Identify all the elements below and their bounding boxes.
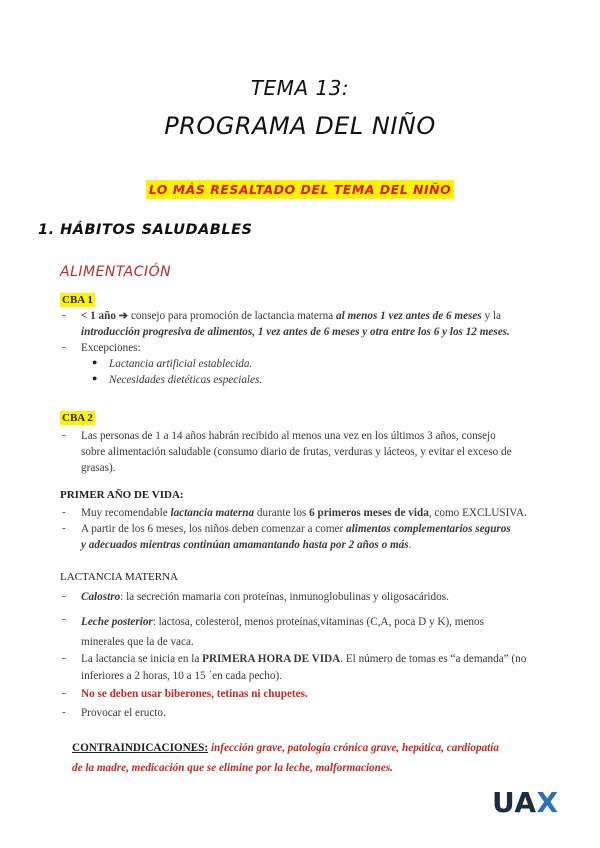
cba1-emph2: introducción progresiva de alimentos, 1 vez antes de 6 meses y otra entre los 6 y los 12 meses. [81,326,510,338]
cba1-text: consejo para promoción de lactancia materna [128,310,336,322]
t: Leche posterior [81,616,153,628]
cba1-text2: y la [481,310,501,322]
t: . El número de tomas es “a demanda” (no [340,653,527,665]
contraindicaciones [72,738,532,778]
title-line2: PROGRAMA DEL NIÑO [164,112,436,140]
cba1-bullet-2 [109,372,262,388]
bullet-icon: ● [92,357,98,367]
logo-x: X [536,786,559,819]
lactancia-item3 [81,651,526,685]
dash: - [62,652,66,664]
uax-logo [492,786,559,819]
highlight-text: LO MÁS RESALTADO DEL TEMA DEL NIÑO [146,180,454,199]
cba2-line2: sobre alimentación saludable (consumo diario de frutas, verduras y lácteos, y evitar el exceso de [81,446,512,458]
t: 6 primeros meses de vida [309,507,429,519]
cba2-line3: grasas). [81,462,116,474]
bullet-text: Necesidades dietéticas especiales. [109,374,263,386]
cba2-item [81,428,541,476]
bullet-text: Lactancia artificial establecida. [109,358,253,370]
t: durante los [254,507,310,519]
lactancia-item4: No se deben usar biberones, tetinas ni chupetes. [81,688,308,700]
lactancia-item1 [81,589,449,605]
dash: - [62,706,66,718]
dash: - [62,613,66,625]
contra-label: CONTRAINDICACIONES: [72,742,209,754]
lactancia-item5: Provocar el eructo. [81,707,166,719]
t: y adecuados mientras continúan amamantando hasta por 2 años o más [81,539,409,551]
section-heading: 1. HÁBITOS SALUDABLES [38,222,253,238]
t: Calostro [81,591,121,603]
primer-heading: PRIMER AÑO DE VIDA: [60,489,184,501]
t: lactancia materna [170,507,255,519]
dash: - [62,429,66,441]
primer-item2 [81,521,541,553]
title-line1: TEMA 13: [250,76,350,100]
dash: - [62,506,66,518]
primer-item1 [81,505,541,521]
cba2-tag-wrap [60,408,95,426]
cba1-tag-wrap [60,290,95,308]
cba1-emph: al menos 1 vez antes de 6 meses [335,310,482,322]
t: : la secreción mamaria con proteínas, inmunoglobulinas y oligosacáridos. [120,591,449,603]
bullet-icon: ● [92,373,98,383]
cba2-tag: CBA 2 [62,412,93,424]
cba1-tag: CBA 1 [62,294,93,306]
dash: - [62,687,66,699]
cba2-line1: Las personas de 1 a 14 años habrán recibido al menos una vez en los últimos 3 años, consejo [81,430,496,442]
t: , como EXCLUSIVA. [428,507,527,519]
cba1-bullet-1 [109,356,252,372]
dash: - [62,590,66,602]
t: : lactosa, colesterol, menos proteínas,vitaminas (C,A, poca D y K), menos [152,616,484,628]
t: inferiores a 2 horas, 10 a 15 ´en cada pecho). [81,670,282,682]
lactancia-heading: LACTANCIA MATERNA [60,571,178,583]
cba1-item2: Excepciones: [81,342,141,354]
cba1-age: < 1 año ➔ [81,310,129,322]
contra-text1: infección grave, patología crónica grave, hepática, cardiopatía [208,742,499,754]
t: La lactancia se inicia en la [81,653,203,665]
lactancia-item2 [81,612,484,652]
dash: - [62,522,66,534]
t: PRIMERA HORA DE VIDA [202,653,341,665]
t: A partir de los 6 meses, los niños deben comenzar a comer [81,523,347,535]
dash: - [62,309,66,321]
t: Muy recomendable [81,507,171,519]
highlight-banner [0,179,600,198]
dash: - [62,341,66,353]
logo-text: UA [492,786,537,819]
t: minerales que la de vaca. [81,636,194,648]
subsection-heading: ALIMENTACIÓN [60,264,172,280]
cba1-item1 [81,308,531,340]
t: alimentos complementarios seguros [346,523,511,535]
contra-text2: de la madre, medicación que se elimine por la leche, malformaciones. [72,762,393,774]
t: . [408,539,412,551]
